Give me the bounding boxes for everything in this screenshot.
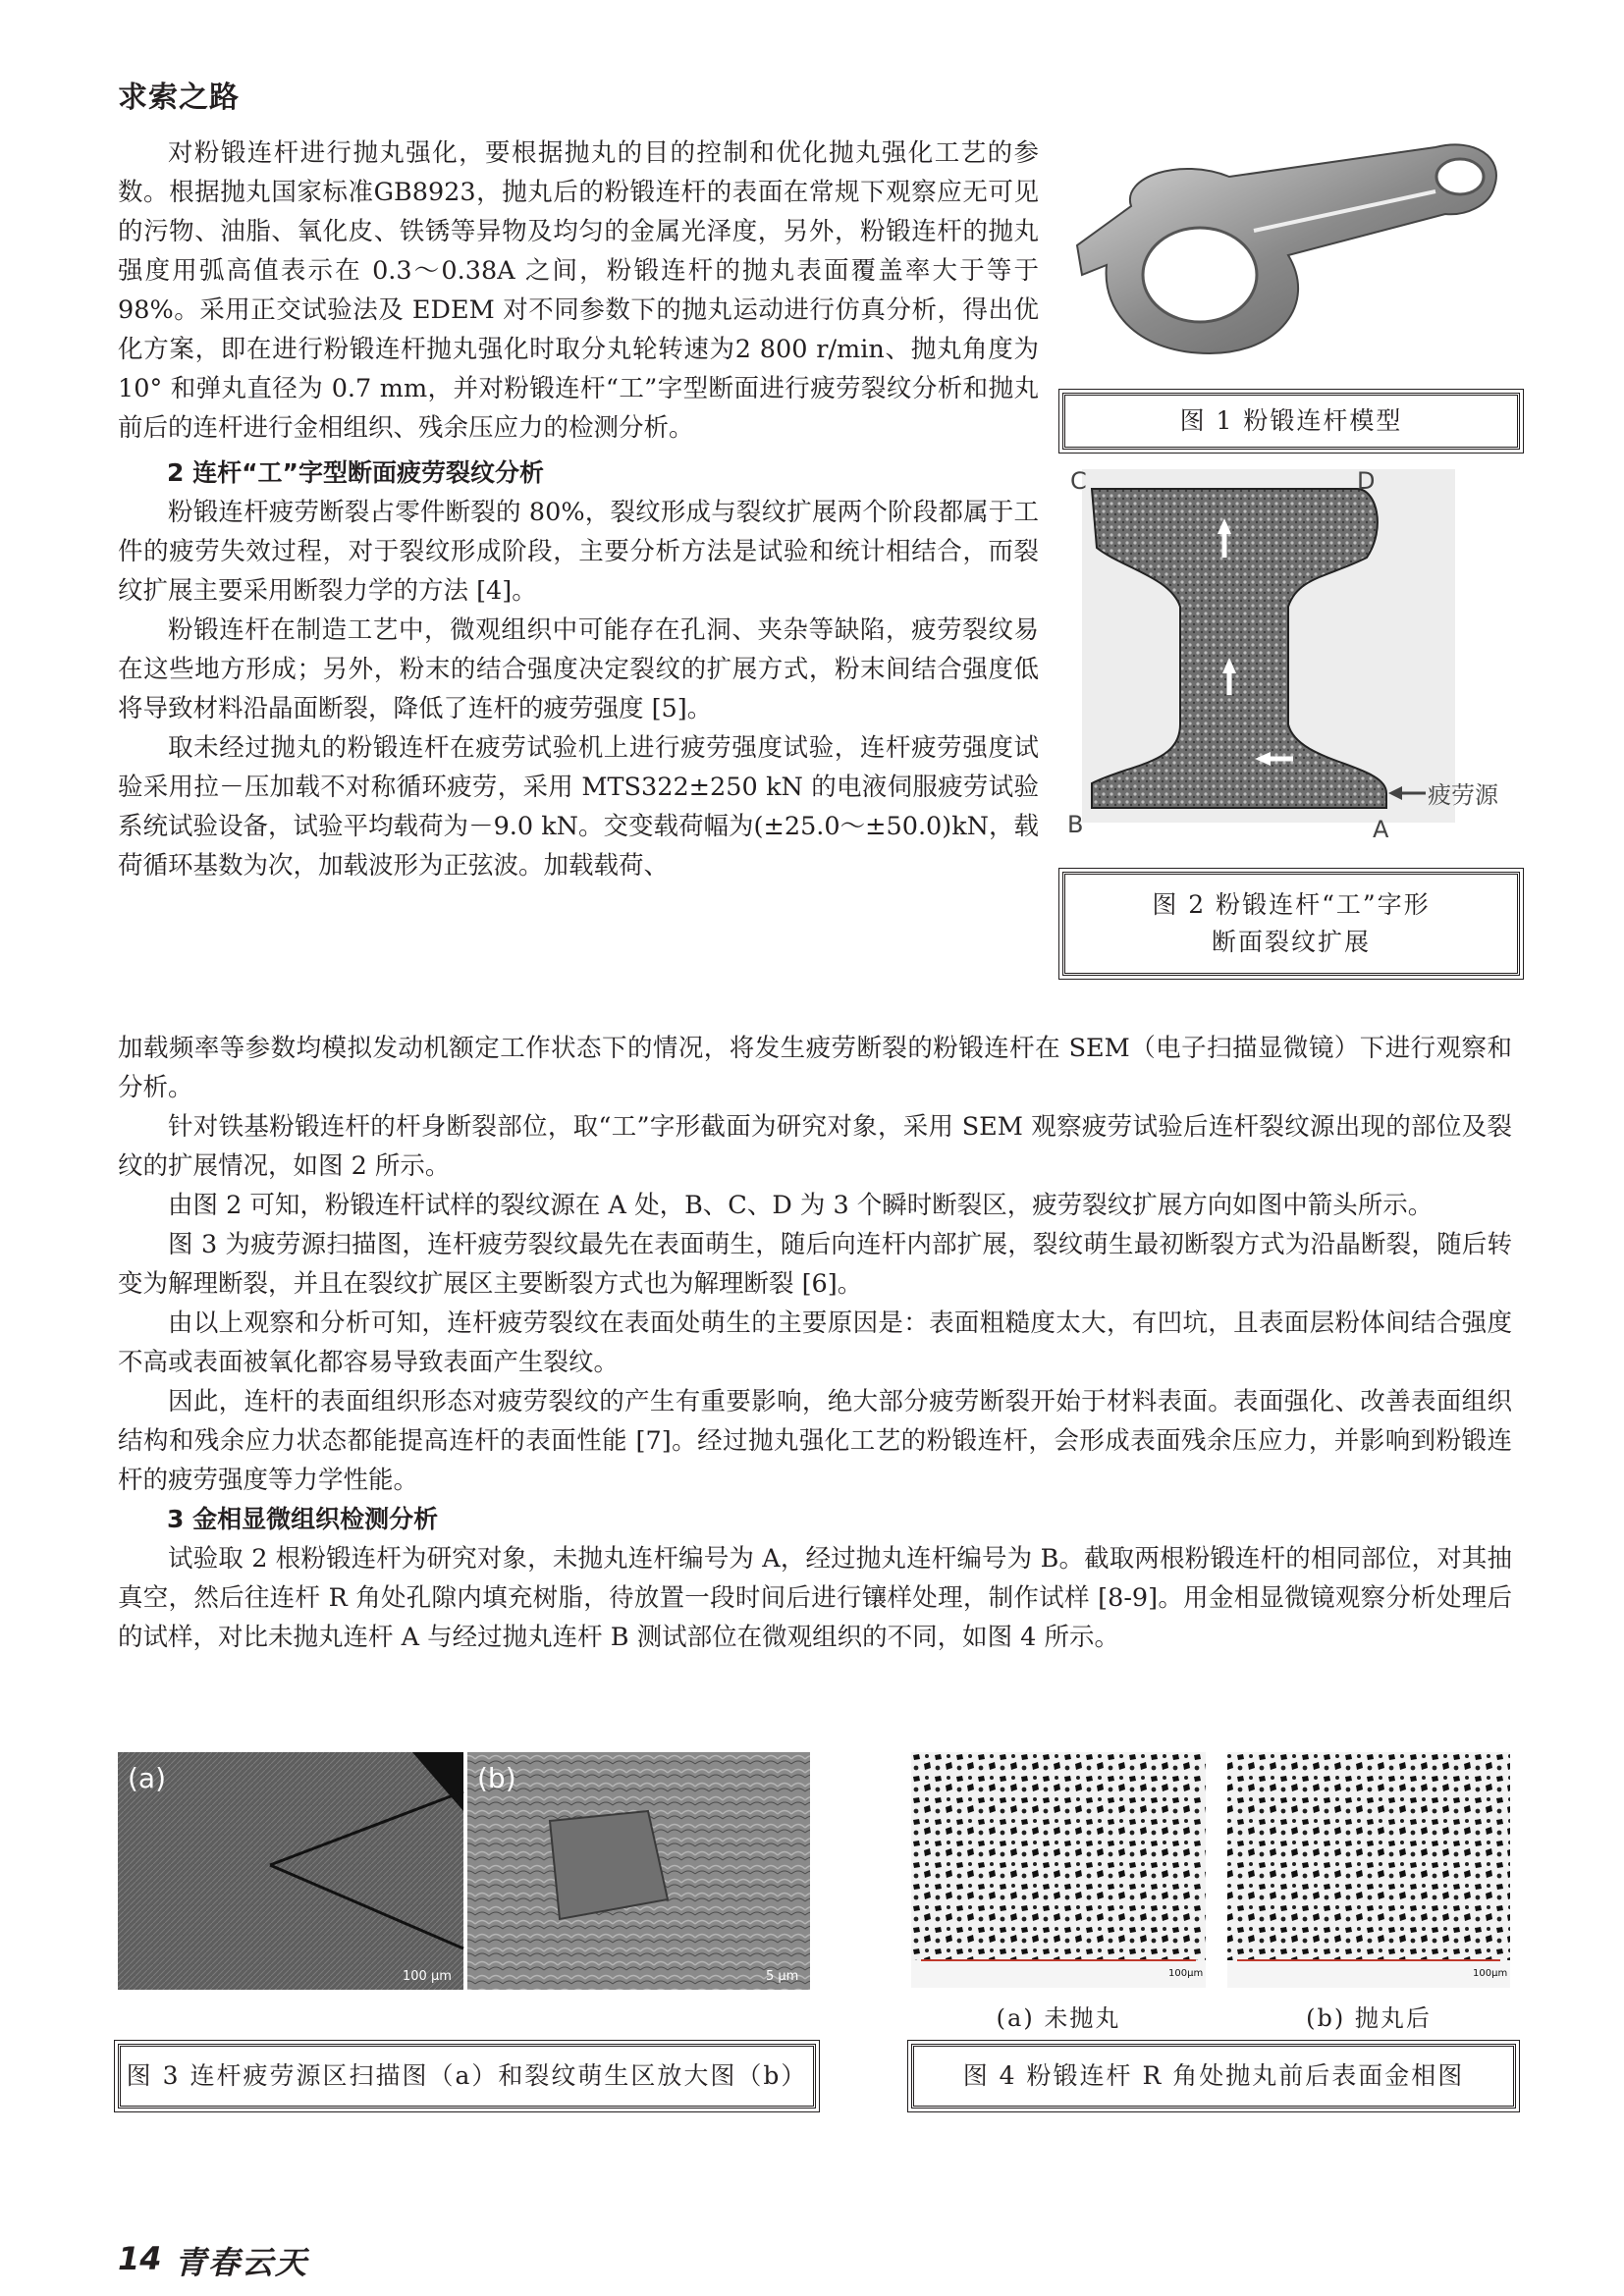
- s2-paragraph-2: 粉锻连杆在制造工艺中，微观组织中可能存在孔洞、夹杂等缺陷，疲劳裂纹易在这些地方形成；另外，粉末的结合强度决定裂纹的扩展方式，粉末间结合强度低将导致材料沿晶面断裂，降低了连杆的疲劳强度 [5]。: [118, 615, 1039, 723]
- figure-4-subcaption-b: (b) 抛丸后: [1306, 2004, 1432, 2032]
- figure-2-caption: [1062, 872, 1520, 976]
- s2-paragraph-4: 针对铁基粉锻连杆的杆身断裂部位，取“工”字形截面为研究对象，采用 SEM 观察疲劳试验后连杆裂纹源出现的部位及裂纹的扩展情况，如图 2 所示。: [118, 1112, 1512, 1181]
- fig4-scale-a: 100μm: [1168, 1968, 1204, 1979]
- fig4-scale-b: 100μm: [1473, 1968, 1508, 1979]
- body-full-width: [118, 1029, 1512, 1657]
- fig3-label-b: (b): [477, 1762, 516, 1794]
- s3-paragraph-1: 试验取 2 根粉锻连杆为研究对象，未抛丸连杆编号为 A，经过抛丸连杆编号为 B。截取两根粉锻连杆的相同部位，对其抽真空，然后往连杆 R 角处孔隙内填充树脂，待放置一段时间后进行镶样处理，制作试样 [8-9]。用金相显微镜观察分析处理后的试样，对比未抛丸连杆 A 与经过抛丸连杆 B 测试部位在微观组织的不同，如图 4 所示。: [118, 1544, 1512, 1652]
- figure-1-image: [1062, 137, 1514, 373]
- figure-2-caption-line-2: 断面裂纹扩展: [1211, 928, 1371, 956]
- s2-paragraph-3a: 取未经过抛丸的粉锻连杆在疲劳试验机上进行疲劳强度试验，连杆疲劳强度试验采用拉－压加载不对称循环疲劳，采用 MTS322±250 kN 的电液伺服疲劳试验系统试验设备，试验平均载荷为－9.0 kN。交变载荷幅为(±25.0～±50.0)kN，载荷循环基数为次，加载波形为正弦波。加载载荷、: [118, 733, 1039, 881]
- figure-4-image: [911, 1752, 1510, 1988]
- section-2-heading: 2 连杆“工”字型断面疲劳裂纹分析: [167, 458, 544, 487]
- sem-images: [118, 1752, 810, 1990]
- fig2-label-a: A: [1373, 816, 1389, 843]
- fig2-label-d: D: [1357, 469, 1376, 495]
- fig2-label-c: C: [1070, 469, 1087, 495]
- s2-paragraph-3b: 加载频率等参数均模拟发动机额定工作状态下的情况，将发生疲劳断裂的粉锻连杆在 SEM（电子扫描显微镜）下进行观察和分析。: [118, 1034, 1512, 1102]
- page-number: 14: [118, 2240, 162, 2277]
- figure-2-image: [1062, 469, 1524, 852]
- fig2-label-fatigue-source: 疲劳源: [1428, 781, 1498, 809]
- fig3-label-a: (a): [128, 1762, 167, 1794]
- figure-3-caption-text: 图 3 连杆疲劳源区扫描图（a）和裂纹萌生区放大图（b）: [126, 2061, 808, 2090]
- fig3-scale-a: 100 μm: [403, 1969, 452, 1984]
- s2-paragraph-6: 图 3 为疲劳源扫描图，连杆疲劳裂纹最先在表面萌生，随后向连杆内部扩展，裂纹萌生最初断裂方式为沿晶断裂，随后转变为解理断裂，并且在裂纹扩展区主要断裂方式也为解理断裂 [6]。: [118, 1230, 1512, 1299]
- s2-paragraph-1: 粉锻连杆疲劳断裂占零件断裂的 80%，裂纹形成与裂纹扩展两个阶段都属于工件的疲劳失效过程，对于裂纹形成阶段，主要分析方法是试验和统计相结合，而裂纹扩展主要采用断裂力学的方法 [4]。: [118, 498, 1039, 606]
- figure-4-subcaption-a: (a) 未抛丸: [996, 2004, 1121, 2032]
- metallographic-images: [911, 1752, 1510, 1988]
- s2-paragraph-8: 因此，连杆的表面组织形态对疲劳裂纹的产生有重要影响，绝大部分疲劳断裂开始于材料表面。表面强化、改善表面组织结构和残余应力状态都能提高连杆的表面性能 [7]。经过抛丸强化工艺的粉锻连杆，会形成表面残余压应力，并影响到粉锻连杆的疲劳强度等力学性能。: [118, 1387, 1512, 1495]
- figure-2-caption-line-1: 图 2 粉锻连杆“工”字形: [1152, 890, 1431, 919]
- s2-paragraph-7: 由以上观察和分析可知，连杆疲劳裂纹在表面处萌生的主要原因是：表面粗糙度太大，有凹坑，且表面层粉体间结合强度不高或表面被氧化都容易导致表面产生裂纹。: [118, 1308, 1512, 1377]
- intro-text: [118, 133, 1039, 885]
- i-section-fracture: [1062, 469, 1524, 852]
- figure-3-caption: [118, 2044, 816, 2109]
- section-3-heading: 3 金相显微组织检测分析: [167, 1505, 439, 1533]
- figure-1-caption-text: 图 1 粉锻连杆模型: [1179, 406, 1403, 435]
- connecting-rod-illustration: [1062, 137, 1514, 373]
- fig2-label-b: B: [1067, 811, 1084, 838]
- s2-paragraph-5: 由图 2 可知，粉锻连杆试样的裂纹源在 A 处，B、C、D 为 3 个瞬时断裂区，疲劳裂纹扩展方向如图中箭头所示。: [168, 1191, 1434, 1220]
- figure-3-image: [118, 1752, 810, 1990]
- fig3-scale-b: 5 μm: [766, 1969, 799, 1984]
- figure-4-caption: [911, 2044, 1516, 2109]
- journal-name: 青春云天: [175, 2244, 309, 2281]
- column-title: 求索之路: [118, 80, 240, 115]
- intro-paragraph: 对粉锻连杆进行抛丸强化，要根据抛丸的目的控制和优化抛丸强化工艺的参数。根据抛丸国家标准GB8923，抛丸后的粉锻连杆的表面在常规下观察应无可见的污物、油脂、氧化皮、铁锈等异物及均匀的金属光泽度，另外，粉锻连杆的抛丸强度用弧高值表示在 0.3～0.38A 之间，粉锻连杆的抛丸表面覆盖率大于等于 98%。采用正交试验法及 EDEM 对不同参数下的抛丸运动进行仿真分析，得出优化方案，即在进行粉锻连杆抛丸强化时取分丸轮转速为2 800 r/min、抛丸角度为 10° 和弹丸直径为 0.7 mm，并对粉锻连杆“工”字型断面进行疲劳裂纹分析和抛丸前后的连杆进行金相组织、残余压应力的检测分析。: [118, 138, 1039, 443]
- figure-4-caption-text: 图 4 粉锻连杆 R 角处抛丸前后表面金相图: [962, 2061, 1465, 2090]
- figure-1-caption: [1062, 393, 1520, 450]
